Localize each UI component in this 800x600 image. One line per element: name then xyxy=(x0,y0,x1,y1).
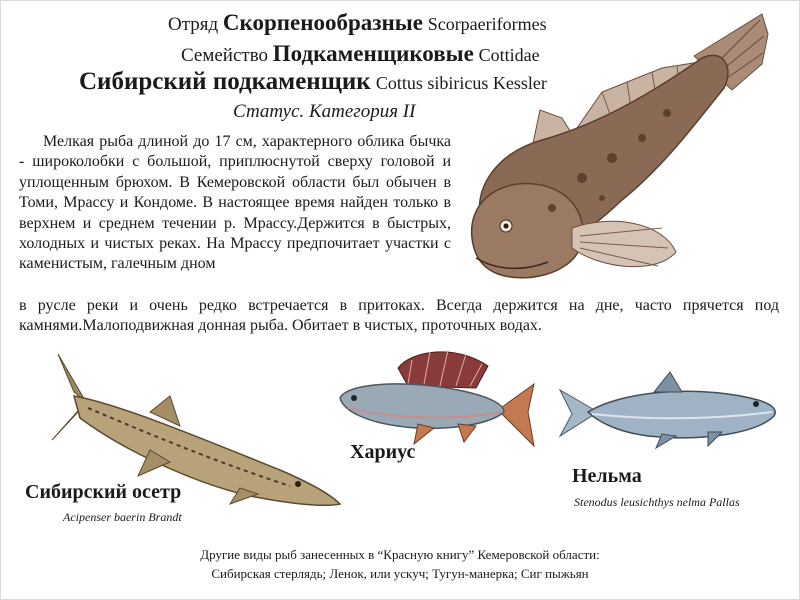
order-prefix: Отряд xyxy=(168,14,219,35)
grayling-body xyxy=(340,350,534,446)
sculpin-body xyxy=(472,14,768,278)
sculpin-illustration xyxy=(462,8,780,288)
nelma-latin: Stenodus leusichthys nelma Pallas xyxy=(574,495,740,509)
family-name: Подкаменщиковые xyxy=(272,41,474,66)
footer-line-1: Другие виды рыб занесенных в “Красную книгу” Кемеровской области: xyxy=(200,547,600,562)
description-paragraph: Мелкая рыба длиной до 17 см, характерного облика бычка - широколобки с большой, приплюснутой сверху головой и уплощенным брюхом. В Кемеровской области был обычен в Томи, Мрассу и Кондоме. В настоящее время найден только в верхнем и среднем течении р. Мрассу.Держится в быстрых, холодных и чистых реках. На Мрассу предпочитает участки с каменистым, галечным дном xyxy=(19,133,451,273)
order-name: Скорпенообразные xyxy=(222,10,423,35)
nelma-name: Нельма xyxy=(572,465,642,487)
grayling-name: Хариус xyxy=(350,441,416,463)
nelma-body xyxy=(560,372,775,448)
nelma-illustration xyxy=(558,370,780,456)
footer-line-2: Сибирская стерлядь; Ленок, или ускуч; Тугун-манерка; Сиг пыжьян xyxy=(211,566,589,581)
species-title: Сибирский подкаменщик xyxy=(79,68,371,95)
sturgeon-latin: Acipenser baerin Brandt xyxy=(63,510,182,524)
family-prefix: Семейство xyxy=(181,45,269,66)
status-line: Статус. Категория II xyxy=(233,101,416,122)
family-latin: Cottidae xyxy=(478,45,540,65)
description-continuation: в русле реки и очень редко встречается в притоках. Всегда держится на дне, часто прячется под камнями.Малоподвижная донная рыба. Обитает в чистых, проточных водах. xyxy=(19,297,779,335)
sturgeon-name: Сибирский осетр xyxy=(25,481,182,503)
species-latin: Cottus sibiricus Kessler xyxy=(375,73,547,93)
order-latin: Scorpaeriformes xyxy=(427,14,547,34)
